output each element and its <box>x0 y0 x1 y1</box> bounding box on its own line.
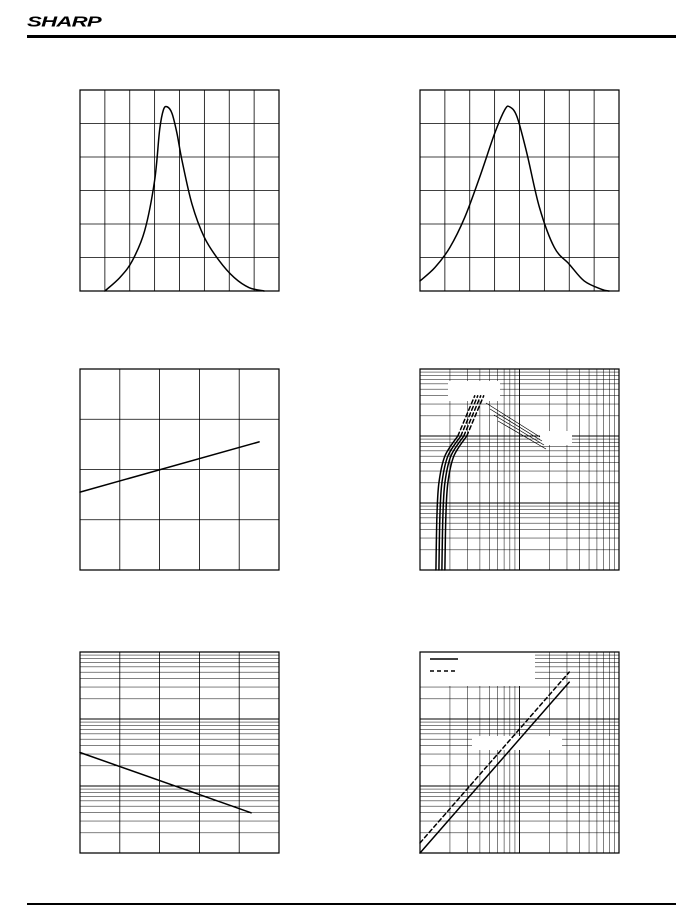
brand-wordmark: SHARP <box>27 13 103 29</box>
header-rule <box>27 35 676 38</box>
leader-line <box>486 403 540 437</box>
annotation-box <box>540 431 572 445</box>
chart-spectral-b <box>420 90 619 291</box>
chart-loglog-lines <box>420 652 619 853</box>
chart-semilog <box>80 652 279 853</box>
plot-frame <box>80 652 279 853</box>
series-line <box>420 672 569 843</box>
footer-rule <box>27 903 676 905</box>
chart-linear <box>80 369 279 570</box>
series-line <box>105 106 264 291</box>
leader-line <box>498 421 546 449</box>
legend-box <box>420 652 535 686</box>
series-line <box>80 442 259 492</box>
series-line <box>80 753 251 813</box>
chart-spectral-a <box>80 90 279 291</box>
sharp-logo <box>27 13 103 29</box>
chart-loglog-curves <box>420 369 619 570</box>
leader-line <box>494 415 544 445</box>
series-line <box>420 106 609 291</box>
series-line <box>420 682 569 853</box>
